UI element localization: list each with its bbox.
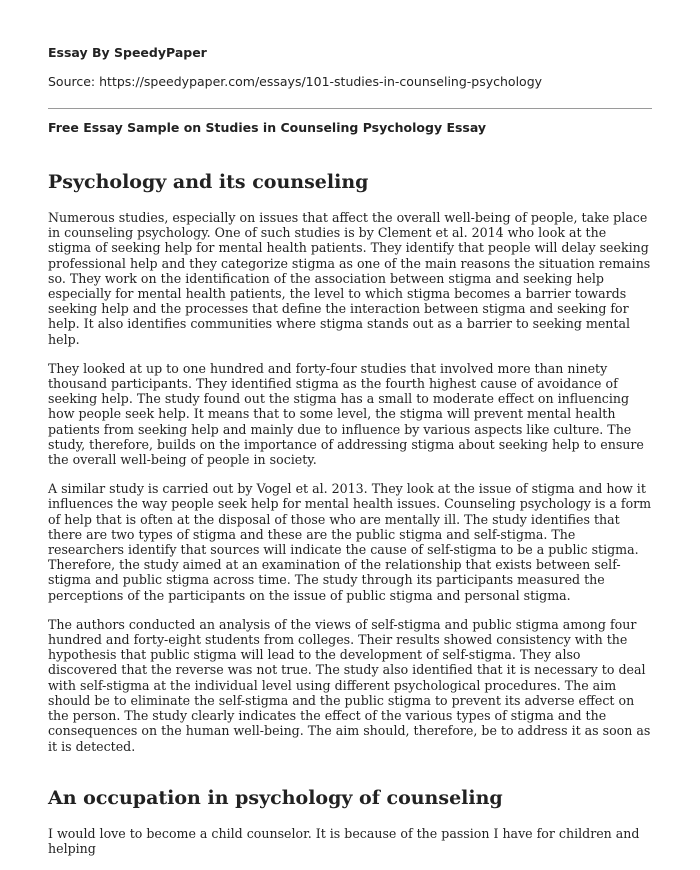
paragraph: A similar study is carried out by Vogel et al. 2013. They look at the issue of stigma and how it influences the way people seek help for mental health issues. Counseling psychology is a form of help that is often at the disposal of those who are mentally ill. The study identifies that there are two types of stigma and these are the public stigma and self-stigma. The researchers identify that sources will indicate the cause of self-stigma to be a public stigma. Therefore, the study aimed at an examination of the relationship that exists between self-stigma and public stigma across time. The study through its participants measured the perceptions of the participants on the issue of public stigma and personal stigma. — [48, 481, 652, 603]
section-heading: Psychology and its counseling — [48, 171, 369, 193]
paragraph: They looked at up to one hundred and forty-four studies that involved more than ninety thousand participants. They identified stigma as the fourth highest cause of avoidance of seeking help. The study found out the stigma has a small to moderate effect on influencing how people seek help. It means that to some level, the stigma will prevent mental health patients from seeking help and mainly due to influence by various aspects like culture. The study, therefore, builds on the importance of addressing stigma about seeking help to ensure the overall well-being of people in society. — [48, 360, 644, 468]
essay-body — [48, 170, 653, 870]
source-url: Source: https://speedypaper.com/essays/101-studies-in-counseling-psychology — [48, 74, 543, 89]
paragraph: The authors conducted an analysis of the views of self-stigma and public stigma among four hundred and forty-eight students from colleges. Their results showed consistency with the hypothesis that public stigma will lead to the development of self-stigma. They also discovered that the reverse was not true. The study also identified that it is necessary to deal with self-stigma at the individual level using different psychological procedures. The aim should be to eliminate the self-stigma and the public stigma to prevent its adverse effect on the person. The study clearly indicates the effect of the various types of stigma and the consequences on the human well-being. The aim should, therefore, be to address it as soon as it is detected. — [48, 616, 651, 754]
paragraph: I would love to become a child counselor. It is because of the passion I have for children and helping — [48, 825, 640, 856]
header-divider — [48, 108, 652, 109]
sample-title: Free Essay Sample on Studies in Counseling Psychology Essay — [48, 120, 487, 135]
essay-by-label: Essay By SpeedyPaper — [48, 45, 207, 60]
paragraph: Numerous studies, especially on issues that affect the overall well-being of people, take place in counseling psychology. One of such studies is by Clement et al. 2014 who look at the stigma of seeking help for mental health patients. They identify that people will delay seeking professional help and they categorize stigma as one of the main reasons the situation remains so. They work on the identification of the association between stigma and seeking help especially for mental health patients, the level to which stigma becomes a barrier towards seeking help and the processes that define the interaction between stigma and seeking for help. It also identifies communities where stigma stands out as a barrier to seeking mental help. — [48, 210, 651, 347]
section-heading: An occupation in psychology of counseling — [48, 786, 503, 809]
